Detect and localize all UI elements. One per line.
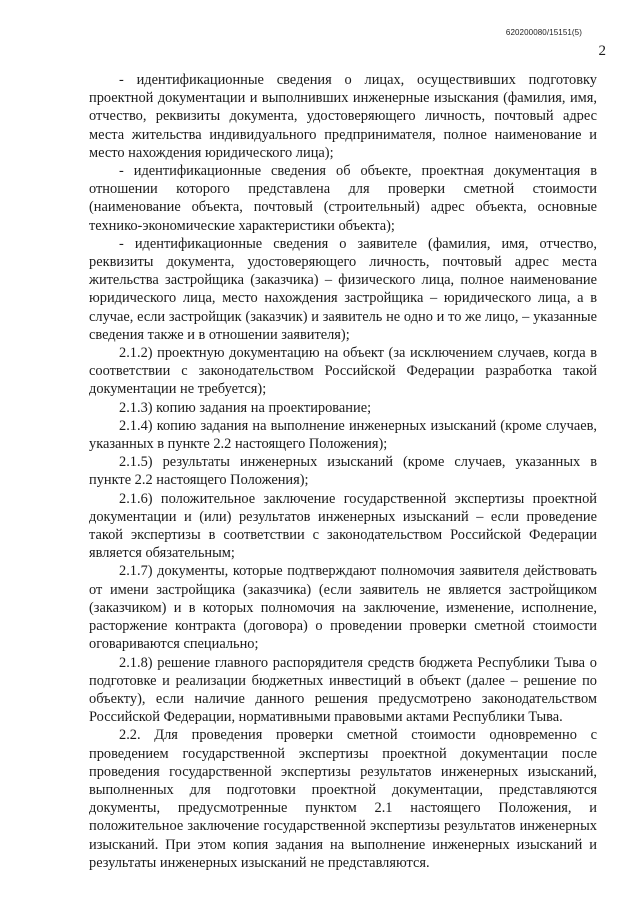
paragraph-2-1-8: 2.1.8) решение главного распорядителя средств бюджета Республики Тыва о подготовке и реализации бюджетных инвестиций в объект (далее – решение по объекту), если наличие данного решения предусмотрено законодательством Российской Федерации, нормативными правовыми актами Республики Тыва. [89, 654, 597, 726]
paragraph-2-1-3: 2.1.3) копию задания на проектирование; [119, 399, 372, 416]
paragraph-2-1-2: 2.1.2) проектную документацию на объект (за исключением случаев, когда в соответствии с законодательством Российской Федерации разработка такой документации не требуется); [89, 345, 597, 398]
document-body [89, 71, 597, 872]
paragraph-2-1-7: 2.1.7) документы, которые подтверждают полномочия заявителя действовать от имени застройщика (заказчика) (если заявитель не является застройщиком (заказчиком) и в которых полномочия на заключение, изменение, исполнение, расторжение контракта (договора) о проведении проверки сметной стоимости оговариваются специально; [89, 563, 597, 653]
document-code: 620200080/15151(5) [505, 28, 582, 37]
paragraph-designer-info: - идентификационные сведения о лицах, осуществивших подготовку проектной документации и выполнивших инженерные изыскания (фамилия, имя, отчество, реквизиты документа, удостоверяющего личность, почтовый адрес места жительства индивидуального предпринимателя, полное наименование и место нахождения юридического лица); [89, 72, 597, 161]
paragraph-applicant-info: - идентификационные сведения о заявителе (фамилия, имя, отчество, реквизиты документа, удостоверяющего личность, почтовый адрес места жительства застройщика (заказчика) – физического лица, полное наименование юридического лица, место нахождения застройщика – юридического лица, а в случае, если застройщик (заказчик) и заявитель не одно и то же лицо, – указанные сведения также и в отношении заявителя); [89, 235, 597, 343]
page-number: 2 [598, 43, 606, 59]
paragraph-2-1-5: 2.1.5) результаты инженерных изысканий (кроме случаев, указанных в пункте 2.2 настоящего Положения); [89, 454, 597, 489]
paragraph-2-2: 2.2. Для проведения проверки сметной стоимости одновременно с проведением государственной экспертизы проектной документации после проведения государственной экспертизы результатов инженерных изысканий, выполненных для подготовки проектной документации, представляются документы, предусмотренные пунктом 2.1 настоящего Положения, и положительное заключение государственной экспертизы результатов инженерных изысканий. При этом копия задания на выполнение инженерных изысканий и результаты инженерных изысканий не представляются. [89, 727, 597, 871]
paragraph-2-1-4: 2.1.4) копию задания на выполнение инженерных изысканий (кроме случаев, указанных в пункте 2.2 настоящего Положения); [89, 417, 597, 453]
paragraph-2-1-6: 2.1.6) положительное заключение государственной экспертизы проектной документации и (или) результатов инженерных изысканий – если проведение такой экспертизы в соответствии с законодательством Российской Федерации является обязательным; [89, 490, 597, 562]
paragraph-object-info: - идентификационные сведения об объекте, проектная документация в отношении которого представлена для проверки сметной стоимости (наименование объекта, почтовый (строительный) адрес объекта, основные технико-экономические характеристики объекта); [89, 163, 597, 234]
